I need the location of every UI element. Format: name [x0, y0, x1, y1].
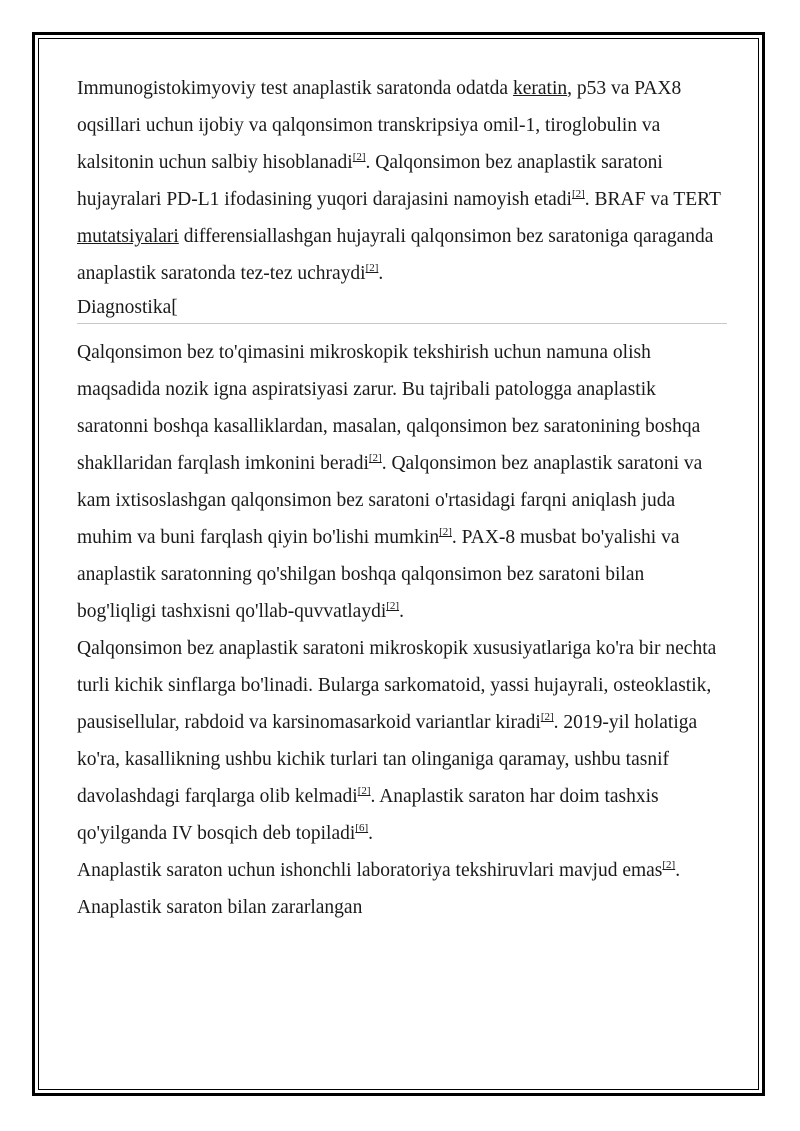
citation-link[interactable]: [2]	[571, 188, 585, 200]
paragraph-immunohistochemistry	[77, 70, 727, 292]
citation-link[interactable]: [2]	[662, 859, 676, 871]
citation-link[interactable]: [2]	[368, 452, 382, 464]
text-span: . Anaplastik saraton bilan zararlangan	[77, 860, 681, 918]
paragraph-diagnosis	[77, 334, 727, 630]
text-span: .	[399, 601, 404, 622]
text-span: . Qalqonsimon bez anaplastik saratoni hujayralari PD-L1 ifodasining yuqori darajasini namoyish etadi	[77, 152, 663, 210]
link-mutatsiyalari[interactable]: mutatsiyalari	[77, 226, 179, 247]
text-span: Anaplastik saraton uchun ishonchli laboratoriya tekshiruvlari mavjud emas	[77, 860, 663, 881]
text-span: . BRAF va TERT	[584, 189, 721, 210]
text-span: . Qalqonsimon bez anaplastik saratoni va kam ixtisoslashgan qalqonsimon bez saratoni o'rtasidagi farqni aniqlash juda muhim va buni farqlash qiyin bo'lishi mumkin	[77, 453, 703, 548]
document-body	[77, 70, 727, 926]
text-span: differensiallashgan hujayrali qalqonsimon bez saratoniga qaraganda anaplastik saratonda tez-tez uchraydi	[77, 226, 714, 284]
text-span: . PAX-8 musbat bo'yalishi va anaplastik saratonning qo'shilgan boshqa qalqonsimon bez saratoni bilan bog'liqligi tashxisni qo'llab-quvvatlaydi	[77, 527, 680, 622]
paragraph-subtypes	[77, 630, 727, 852]
text-span: . 2019-yil holatiga ko'ra, kasallikning ushbu kichik turlari tan olinganiga qaramay, ushbu tasnif davolashdagi farqlarga olib kelmadi	[77, 712, 698, 807]
section-heading-diagnostika: Diagnostika[	[77, 292, 727, 324]
text-span: .	[368, 823, 373, 844]
citation-link[interactable]: [6]	[355, 822, 369, 834]
text-span: .	[378, 263, 384, 284]
paragraph-laboratory	[77, 852, 727, 926]
citation-link[interactable]: [2]	[540, 711, 554, 723]
text-span: Qalqonsimon bez anaplastik saratoni mikroskopik xususiyatlariga ko'ra bir nechta turli kichik sinflarga bo'linadi. Bularga sarkomatoid, yassi hujayrali, osteoklastik, pausisellular, rabdoid va karsinomasarkoid variantlar kiradi	[77, 638, 717, 733]
citation-link[interactable]: [2]	[357, 785, 371, 797]
citation-link[interactable]: [2]	[439, 526, 452, 538]
text-span: , p53 va PAX8 oqsillari uchun ijobiy va qalqonsimon transkripsiya omil-1, tiroglobulin va kalsitonin uchun salbiy hisoblanadi	[77, 78, 682, 173]
citation-link[interactable]: [2]	[386, 600, 400, 612]
citation-link[interactable]: [2]	[352, 151, 366, 163]
text-span: Immunogistokimyoviy test anaplastik saratonda odatda	[77, 78, 513, 99]
text-span: Qalqonsimon bez to'qimasini mikroskopik tekshirish uchun namuna olish maqsadida nozik igna aspiratsiyasi zarur. Bu tajribali patologga anaplastik saratonni boshqa kasalliklardan, masalan, qalqonsimon bez saratonining boshqa shakllaridan farqlash imkonini beradi	[77, 342, 701, 474]
text-span: . Anaplastik saraton har doim tashxis qo'yilganda IV bosqich deb topiladi	[77, 786, 659, 844]
citation-link[interactable]: [2]	[365, 262, 379, 274]
link-keratin[interactable]: keratin	[512, 78, 568, 99]
